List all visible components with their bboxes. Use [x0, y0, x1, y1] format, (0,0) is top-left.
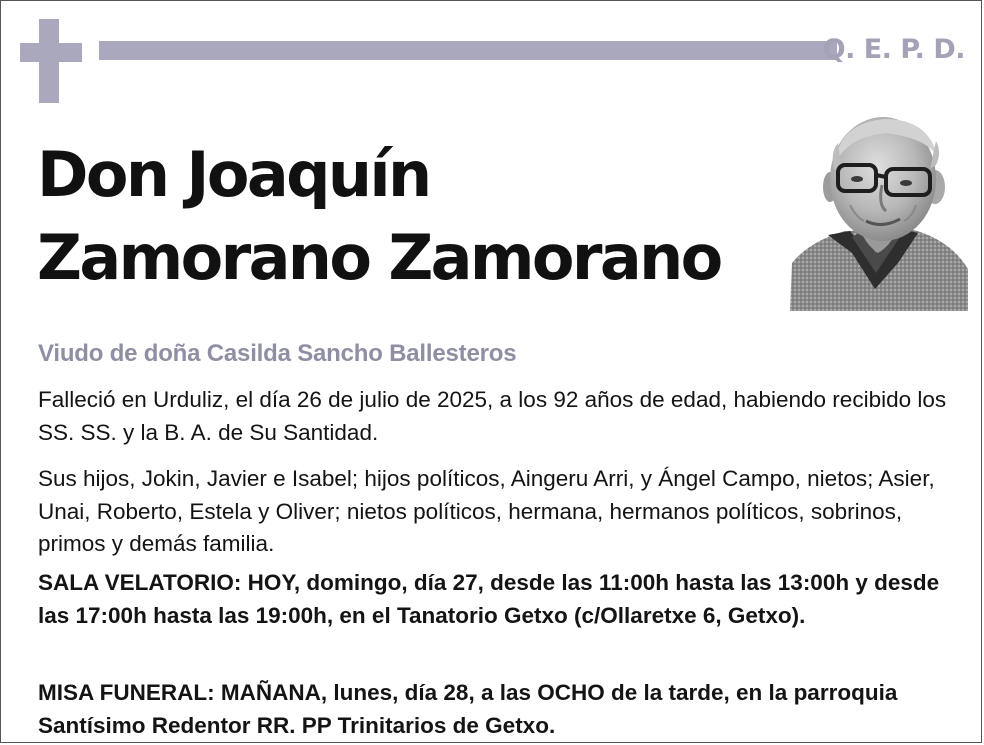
name-line-1: Don Joaquín — [37, 138, 430, 211]
name-line-2: Zamorano Zamorano — [37, 221, 721, 294]
qepd-label: Q. E. P. D. — [822, 34, 965, 65]
funeral-paragraph: MISA FUNERAL: MAÑANA, lunes, día 28, a las OCHO de la tarde, en la parroquia Santísimo Redentor RR. PP Trinitarios de Getxo. — [38, 680, 898, 738]
header-divider-bar — [99, 41, 837, 60]
family-paragraph: Sus hijos, Jokin, Javier e Isabel; hijos políticos, Aingeru Arri, y Ángel Campo, nietos; Asier, Unai, Roberto, Estela y Oliver; nietos políticos, hermana, hermanos políticos, sobrinos, primos y demás familia. — [38, 466, 935, 556]
death-paragraph: Falleció en Urduliz, el día 26 de julio de 2025, a los 92 años de edad, habiendo recibido los SS. SS. y la B. A. de Su Santidad. — [38, 387, 947, 445]
widow-of-line: Viudo de doña Casilda Sancho Ballesteros — [38, 340, 517, 367]
portrait-photo — [790, 113, 968, 311]
wake-paragraph: SALA VELATORIO: HOY, domingo, día 27, desde las 11:00h hasta las 13:00h y desde las 17:00h hasta las 19:00h, en el Tanatorio Getxo (c/Ollaretxe 6, Getxo). — [38, 570, 940, 628]
cross-icon — [20, 19, 82, 103]
deceased-name — [37, 133, 777, 299]
